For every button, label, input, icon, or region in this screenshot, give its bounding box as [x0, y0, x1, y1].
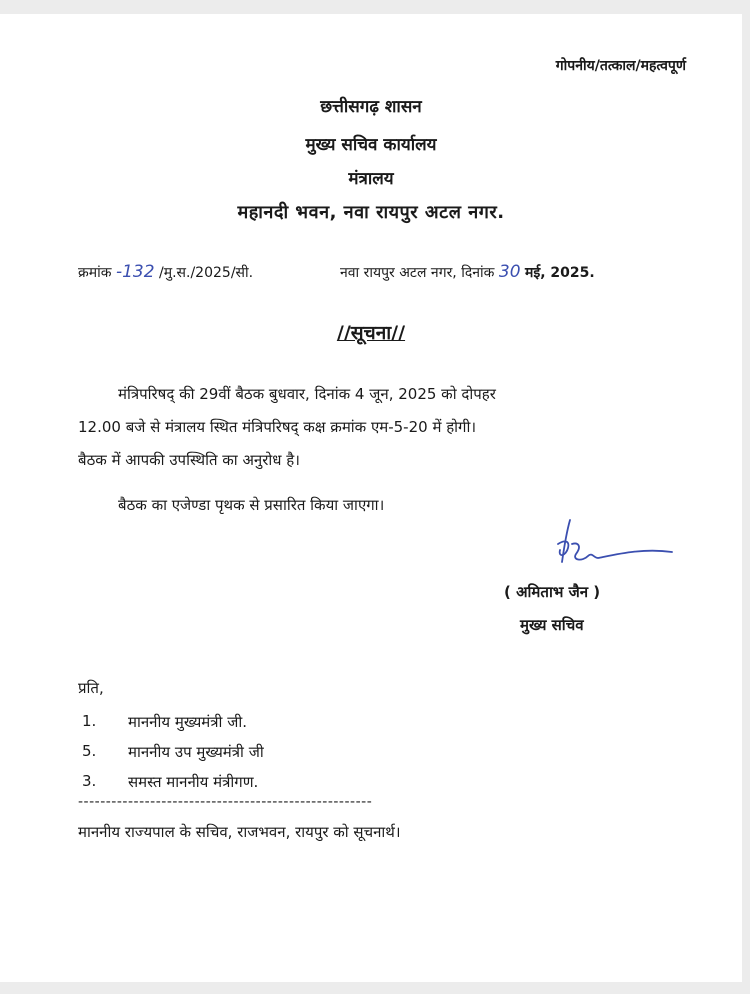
month-year: मई, 2025.: [524, 265, 595, 281]
body-para1-line2: 12.00 बजे से मंत्रालय स्थित मंत्रिपरिषद् कक्ष क्रमांक एम-5-20 में होगी।: [78, 418, 477, 436]
body-para1-line1: मंत्रिपरिषद् की 29वीं बैठक बुधवार, दिनांक 4 जून, 2025 को दोपहर: [118, 385, 496, 403]
classification-label: गोपनीय/तत्काल/महत्वपूर्ण: [555, 58, 686, 74]
place-date: [340, 262, 595, 282]
header-office: मुख्य सचिव कार्यालय: [305, 135, 437, 155]
signatory-name: ( अमिताभ जैन ): [504, 583, 601, 601]
recipient-text: माननीय उप मुख्यमंत्री जी: [128, 743, 264, 761]
separator-line: -----------------------------------------------------: [78, 794, 373, 810]
header-ministry: मंत्रालय: [348, 169, 394, 189]
header-government: छत्तीसगढ़ शासन: [320, 97, 422, 117]
body-para1-line3: बैठक में आपकी उपस्थिति का अनुरोध है।: [78, 451, 300, 469]
recipient-text: समस्त माननीय मंत्रीगण.: [128, 773, 259, 791]
header-address: महानदी भवन, नवा रायपुर अटल नगर.: [237, 202, 505, 223]
reference-handwritten-number: -132: [115, 262, 155, 282]
recipient-text: माननीय मुख्यमंत्री जी.: [128, 713, 247, 731]
signatory-designation: मुख्य सचिव: [520, 616, 584, 634]
reference-prefix: क्रमांक: [78, 265, 112, 281]
body-para2: बैठक का एजेण्डा पृथक से प्रसारित किया जाएगा।: [118, 496, 385, 514]
recipient-number: 5.: [82, 742, 97, 760]
recipients-heading: प्रति,: [78, 679, 104, 697]
notice-title: //सूचना//: [336, 322, 406, 344]
handwritten-day: 30: [498, 262, 521, 282]
reference-number: [78, 262, 253, 282]
copy-to: माननीय राज्यपाल के सचिव, राजभवन, रायपुर को सूचनार्थ।: [78, 823, 401, 841]
place-date-prefix: नवा रायपुर अटल नगर, दिनांक: [340, 265, 495, 281]
signature-image: [548, 514, 678, 584]
recipient-number: 1.: [82, 712, 97, 730]
reference-suffix: /मु.स./2025/सी.: [159, 265, 254, 281]
recipient-number: 3.: [82, 772, 97, 790]
document-page: [0, 14, 742, 982]
